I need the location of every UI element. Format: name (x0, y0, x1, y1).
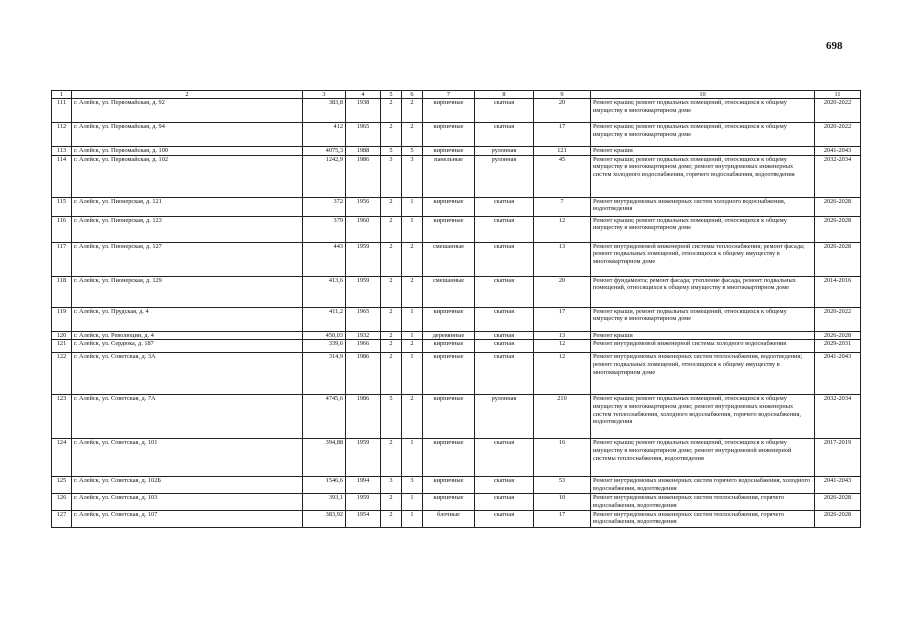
floors-cell: 2 (381, 439, 402, 477)
area-cell: 4075,3 (303, 147, 346, 156)
apartments-cell: 20 (534, 99, 591, 123)
address-cell: г. Алейск, ул. Пионерская, д. 121 (72, 197, 303, 216)
address-cell: г. Алейск, ул. Первомайская, д. 92 (72, 99, 303, 123)
row-number: 115 (52, 197, 72, 216)
address-cell: г. Алейск, ул. Пионерская, д. 123 (72, 216, 303, 242)
housing-registry-table (51, 90, 861, 528)
row-number: 122 (52, 353, 72, 395)
period-cell: 2026-2028 (815, 510, 861, 527)
roof-type-cell: скатная (475, 340, 534, 353)
address-cell: г. Алейск, ул. Первомайская, д. 100 (72, 147, 303, 156)
works-cell: Ремонт крыши, ремонт подвальных помещений, относящихся к общему имуществу в многоквартирном доме (591, 307, 815, 331)
area-cell: 339,6 (303, 340, 346, 353)
floors-cell: 5 (381, 147, 402, 156)
area-cell: 413,6 (303, 276, 346, 307)
year-cell: 1965 (346, 307, 381, 331)
apartments-cell: 12 (534, 353, 591, 395)
period-cell: 2041-2043 (815, 147, 861, 156)
row-number: 120 (52, 331, 72, 340)
table-row (52, 242, 861, 276)
works-cell: Ремонт крыши; ремонт подвальных помещений, относящихся к общему имуществу в многоквартирном доме (591, 99, 815, 123)
period-cell: 2026-2028 (815, 216, 861, 242)
area-cell: 411,2 (303, 307, 346, 331)
row-number: 123 (52, 395, 72, 439)
table-row (52, 216, 861, 242)
apartments-cell: 17 (534, 510, 591, 527)
row-number: 117 (52, 242, 72, 276)
address-cell: г. Алейск, ул. Пионерская, д. 129 (72, 276, 303, 307)
apartments-cell: 7 (534, 197, 591, 216)
floors-cell: 2 (381, 276, 402, 307)
area-cell: 450,03 (303, 331, 346, 340)
roof-type-cell: скатная (475, 99, 534, 123)
period-cell: 2020-2022 (815, 123, 861, 147)
works-cell: Ремонт внутридомовых инженерных систем теплоснабжения, водоотведения; ремонт подвальных помещений, относящихся к общему имуществу в многоквартирном доме (591, 353, 815, 395)
roof-type-cell: скатная (475, 307, 534, 331)
period-cell: 2041-2043 (815, 477, 861, 494)
row-number: 121 (52, 340, 72, 353)
table-row (52, 276, 861, 307)
period-cell: 2026-2028 (815, 197, 861, 216)
apartments-cell: 13 (534, 331, 591, 340)
period-cell: 2020-2022 (815, 307, 861, 331)
period-cell: 2017-2019 (815, 439, 861, 477)
table-row (52, 395, 861, 439)
header-cell: 11 (815, 91, 861, 99)
address-cell: г. Алейск, ул. Первомайская, д. 94 (72, 123, 303, 147)
entrances-cell: 1 (402, 331, 423, 340)
year-cell: 1994 (346, 477, 381, 494)
year-cell: 1954 (346, 510, 381, 527)
roof-type-cell: скатная (475, 331, 534, 340)
floors-cell: 2 (381, 307, 402, 331)
entrances-cell: 1 (402, 494, 423, 510)
header-cell: 4 (346, 91, 381, 99)
walls-material-cell: кирпичные (423, 123, 475, 147)
table-row (52, 477, 861, 494)
area-cell: 4745,6 (303, 395, 346, 439)
works-cell: Ремонт крыши; ремонт подвальных помещений, относящихся к общему имуществу в многоквартирном доме; ремонт внутридомовых инженерных систем теплоснабжения, холодного водоснабжения, горячего водоснабжения, водоотведения (591, 395, 815, 439)
roof-type-cell: скатная (475, 216, 534, 242)
floors-cell: 3 (381, 155, 402, 197)
entrances-cell: 3 (402, 155, 423, 197)
page-number: 698 (826, 40, 843, 52)
roof-type-cell: скатная (475, 439, 534, 477)
roof-type-cell: скатная (475, 494, 534, 510)
period-cell: 2032-2034 (815, 395, 861, 439)
entrances-cell: 1 (402, 439, 423, 477)
entrances-cell: 1 (402, 307, 423, 331)
floors-cell: 2 (381, 340, 402, 353)
walls-material-cell: кирпичные (423, 216, 475, 242)
entrances-cell: 2 (402, 276, 423, 307)
works-cell: Ремонт фундамента; ремонт фасада; утепление фасада, ремонт подвальных помещений, относящихся к общему имуществу в многоквартирном доме (591, 276, 815, 307)
apartments-cell: 210 (534, 395, 591, 439)
apartments-cell: 45 (534, 155, 591, 197)
address-cell: г. Алейск, ул. Советская, д. 7А (72, 395, 303, 439)
apartments-cell: 20 (534, 276, 591, 307)
works-cell: Ремонт крыши; ремонт подвальных помещений, относящихся к общему имуществу в многоквартирном доме; ремонт внутридомовых инженерных систем холодного водоснабжения, горячего водоснабжения, водоотведения (591, 155, 815, 197)
address-cell: г. Алейск, ул. Первомайская, д. 102 (72, 155, 303, 197)
area-cell: 393,1 (303, 494, 346, 510)
works-cell: Ремонт крыши; ремонт подвальных помещений, относящихся к общему имуществу в многоквартирном доме (591, 123, 815, 147)
roof-type-cell: рулонная (475, 155, 534, 197)
address-cell: г. Алейск, ул. Советская, д. 107 (72, 510, 303, 527)
floors-cell: 2 (381, 216, 402, 242)
floors-cell: 2 (381, 353, 402, 395)
apartments-cell: 13 (534, 242, 591, 276)
floors-cell: 2 (381, 510, 402, 527)
header-cell: 7 (423, 91, 475, 99)
entrances-cell: 2 (402, 99, 423, 123)
header-cell: 1 (52, 91, 72, 99)
walls-material-cell: кирпичные (423, 307, 475, 331)
floors-cell: 2 (381, 331, 402, 340)
year-cell: 1966 (346, 340, 381, 353)
period-cell: 2014-2016 (815, 276, 861, 307)
period-cell: 2020-2022 (815, 99, 861, 123)
header-cell: 5 (381, 91, 402, 99)
walls-material-cell: кирпичные (423, 147, 475, 156)
walls-material-cell: кирпичные (423, 99, 475, 123)
period-cell: 2026-2028 (815, 494, 861, 510)
walls-material-cell: кирпичные (423, 494, 475, 510)
works-cell: Ремонт внутридомовых инженерных систем горячего водоснабжения, холодного водоснабжения, водоотведения (591, 477, 815, 494)
apartments-cell: 17 (534, 307, 591, 331)
entrances-cell: 1 (402, 216, 423, 242)
row-number: 127 (52, 510, 72, 527)
area-cell: 1242,9 (303, 155, 346, 197)
entrances-cell: 1 (402, 510, 423, 527)
roof-type-cell: рулонная (475, 395, 534, 439)
works-cell: Ремонт внутридомовых инженерных систем теплоснабжения, горячего водоснабжения, водоотведения (591, 494, 815, 510)
table-row (52, 340, 861, 353)
roof-type-cell: скатная (475, 477, 534, 494)
address-cell: г. Алейск, ул. Сердюка, д. 187 (72, 340, 303, 353)
roof-type-cell: скатная (475, 123, 534, 147)
year-cell: 1986 (346, 395, 381, 439)
row-number: 112 (52, 123, 72, 147)
walls-material-cell: кирпичные (423, 340, 475, 353)
address-cell: г. Алейск, ул. Советская, д. 103 (72, 494, 303, 510)
area-cell: 1546,6 (303, 477, 346, 494)
table-row (52, 147, 861, 156)
row-number: 113 (52, 147, 72, 156)
walls-material-cell: панельные (423, 155, 475, 197)
table-row (52, 494, 861, 510)
floors-cell: 2 (381, 99, 402, 123)
walls-material-cell: деревянные (423, 331, 475, 340)
row-number: 119 (52, 307, 72, 331)
floors-cell: 2 (381, 242, 402, 276)
works-cell: Ремонт крыши; ремонт подвальных помещений, относящихся к общему имуществу в многоквартирном доме (591, 216, 815, 242)
works-cell: Ремонт внутридомовой инженерной системы холодного водоснабжения (591, 340, 815, 353)
apartments-cell: 10 (534, 494, 591, 510)
entrances-cell: 2 (402, 123, 423, 147)
apartments-cell: 12 (534, 340, 591, 353)
apartments-cell: 17 (534, 123, 591, 147)
year-cell: 1959 (346, 494, 381, 510)
apartments-cell: 53 (534, 477, 591, 494)
year-cell: 1959 (346, 242, 381, 276)
area-cell: 379 (303, 216, 346, 242)
row-number: 125 (52, 477, 72, 494)
apartments-cell: 12 (534, 216, 591, 242)
entrances-cell: 5 (402, 147, 423, 156)
works-cell: Ремонт крыши; ремонт подвальных помещений, относящихся к общему имуществу в многоквартирном доме; ремонт внутридомовой инженерной системы теплоснабжения, водоотведения (591, 439, 815, 477)
year-cell: 1956 (346, 197, 381, 216)
address-cell: г. Алейск, ул. Прудская, д. 4 (72, 307, 303, 331)
period-cell: 2032-2034 (815, 155, 861, 197)
year-cell: 1965 (346, 123, 381, 147)
row-number: 124 (52, 439, 72, 477)
roof-type-cell: скатная (475, 510, 534, 527)
row-number: 111 (52, 99, 72, 123)
period-cell: 2026-2028 (815, 331, 861, 340)
address-cell: г. Алейск, ул. Пионерская, д. 127 (72, 242, 303, 276)
header-cell: 8 (475, 91, 534, 99)
roof-type-cell: скатная (475, 197, 534, 216)
works-cell: Ремонт внутридомовых инженерных систем теплоснабжения, горячего водоснабжения, водоотведения (591, 510, 815, 527)
year-cell: 1986 (346, 155, 381, 197)
floors-cell: 2 (381, 494, 402, 510)
table-body (52, 99, 861, 528)
entrances-cell: 1 (402, 353, 423, 395)
floors-cell: 2 (381, 123, 402, 147)
period-cell: 2026-2028 (815, 242, 861, 276)
works-cell: Ремонт внутридомовой инженерной системы теплоснабжения; ремонт фасада; ремонт подвальных помещений, относящихся к общему имуществу в многоквартирном доме (591, 242, 815, 276)
table-row (52, 353, 861, 395)
works-cell: Ремонт крыши (591, 331, 815, 340)
area-cell: 443 (303, 242, 346, 276)
year-cell: 1959 (346, 439, 381, 477)
column-number-row (52, 91, 861, 99)
entrances-cell: 1 (402, 197, 423, 216)
walls-material-cell: блочные (423, 510, 475, 527)
area-cell: 372 (303, 197, 346, 216)
walls-material-cell: смешанные (423, 242, 475, 276)
row-number: 116 (52, 216, 72, 242)
entrances-cell: 2 (402, 395, 423, 439)
address-cell: г. Алейск, ул. Советская, д. 102Б (72, 477, 303, 494)
entrances-cell: 3 (402, 477, 423, 494)
year-cell: 1986 (346, 353, 381, 395)
row-number: 126 (52, 494, 72, 510)
entrances-cell: 2 (402, 242, 423, 276)
area-cell: 394,88 (303, 439, 346, 477)
walls-material-cell: кирпичные (423, 395, 475, 439)
table-row (52, 155, 861, 197)
year-cell: 1988 (346, 147, 381, 156)
table-row (52, 439, 861, 477)
apartments-cell: 16 (534, 439, 591, 477)
area-cell: 412 (303, 123, 346, 147)
year-cell: 1959 (346, 276, 381, 307)
works-cell: Ремонт внутридомовых инженерных систем холодного водоснабжения, водоотведения (591, 197, 815, 216)
entrances-cell: 2 (402, 340, 423, 353)
year-cell: 1932 (346, 331, 381, 340)
period-cell: 2029-2031 (815, 340, 861, 353)
period-cell: 2041-2043 (815, 353, 861, 395)
area-cell: 383,8 (303, 99, 346, 123)
works-cell: Ремонт крыши (591, 147, 815, 156)
roof-type-cell: скатная (475, 276, 534, 307)
table-row (52, 123, 861, 147)
floors-cell: 5 (381, 395, 402, 439)
table-row (52, 307, 861, 331)
address-cell: г. Алейск, ул. Советская, д. 3А (72, 353, 303, 395)
header-cell: 10 (591, 91, 815, 99)
walls-material-cell: кирпичные (423, 477, 475, 494)
header-cell: 3 (303, 91, 346, 99)
roof-type-cell: скатная (475, 242, 534, 276)
area-cell: 383,92 (303, 510, 346, 527)
year-cell: 1938 (346, 99, 381, 123)
roof-type-cell: рулонная (475, 147, 534, 156)
row-number: 118 (52, 276, 72, 307)
address-cell: г. Алейск, ул. Революции, д. 4 (72, 331, 303, 340)
table-row (52, 99, 861, 123)
row-number: 114 (52, 155, 72, 197)
walls-material-cell: кирпичные (423, 439, 475, 477)
year-cell: 1960 (346, 216, 381, 242)
table-row (52, 510, 861, 527)
walls-material-cell: кирпичные (423, 353, 475, 395)
address-cell: г. Алейск, ул. Советская, д. 101 (72, 439, 303, 477)
walls-material-cell: кирпичные (423, 197, 475, 216)
header-cell: 2 (72, 91, 303, 99)
table-row (52, 331, 861, 340)
floors-cell: 2 (381, 197, 402, 216)
walls-material-cell: смешанные (423, 276, 475, 307)
roof-type-cell: скатная (475, 353, 534, 395)
floors-cell: 3 (381, 477, 402, 494)
header-cell: 6 (402, 91, 423, 99)
area-cell: 314,9 (303, 353, 346, 395)
header-cell: 9 (534, 91, 591, 99)
table-row (52, 197, 861, 216)
apartments-cell: 121 (534, 147, 591, 156)
